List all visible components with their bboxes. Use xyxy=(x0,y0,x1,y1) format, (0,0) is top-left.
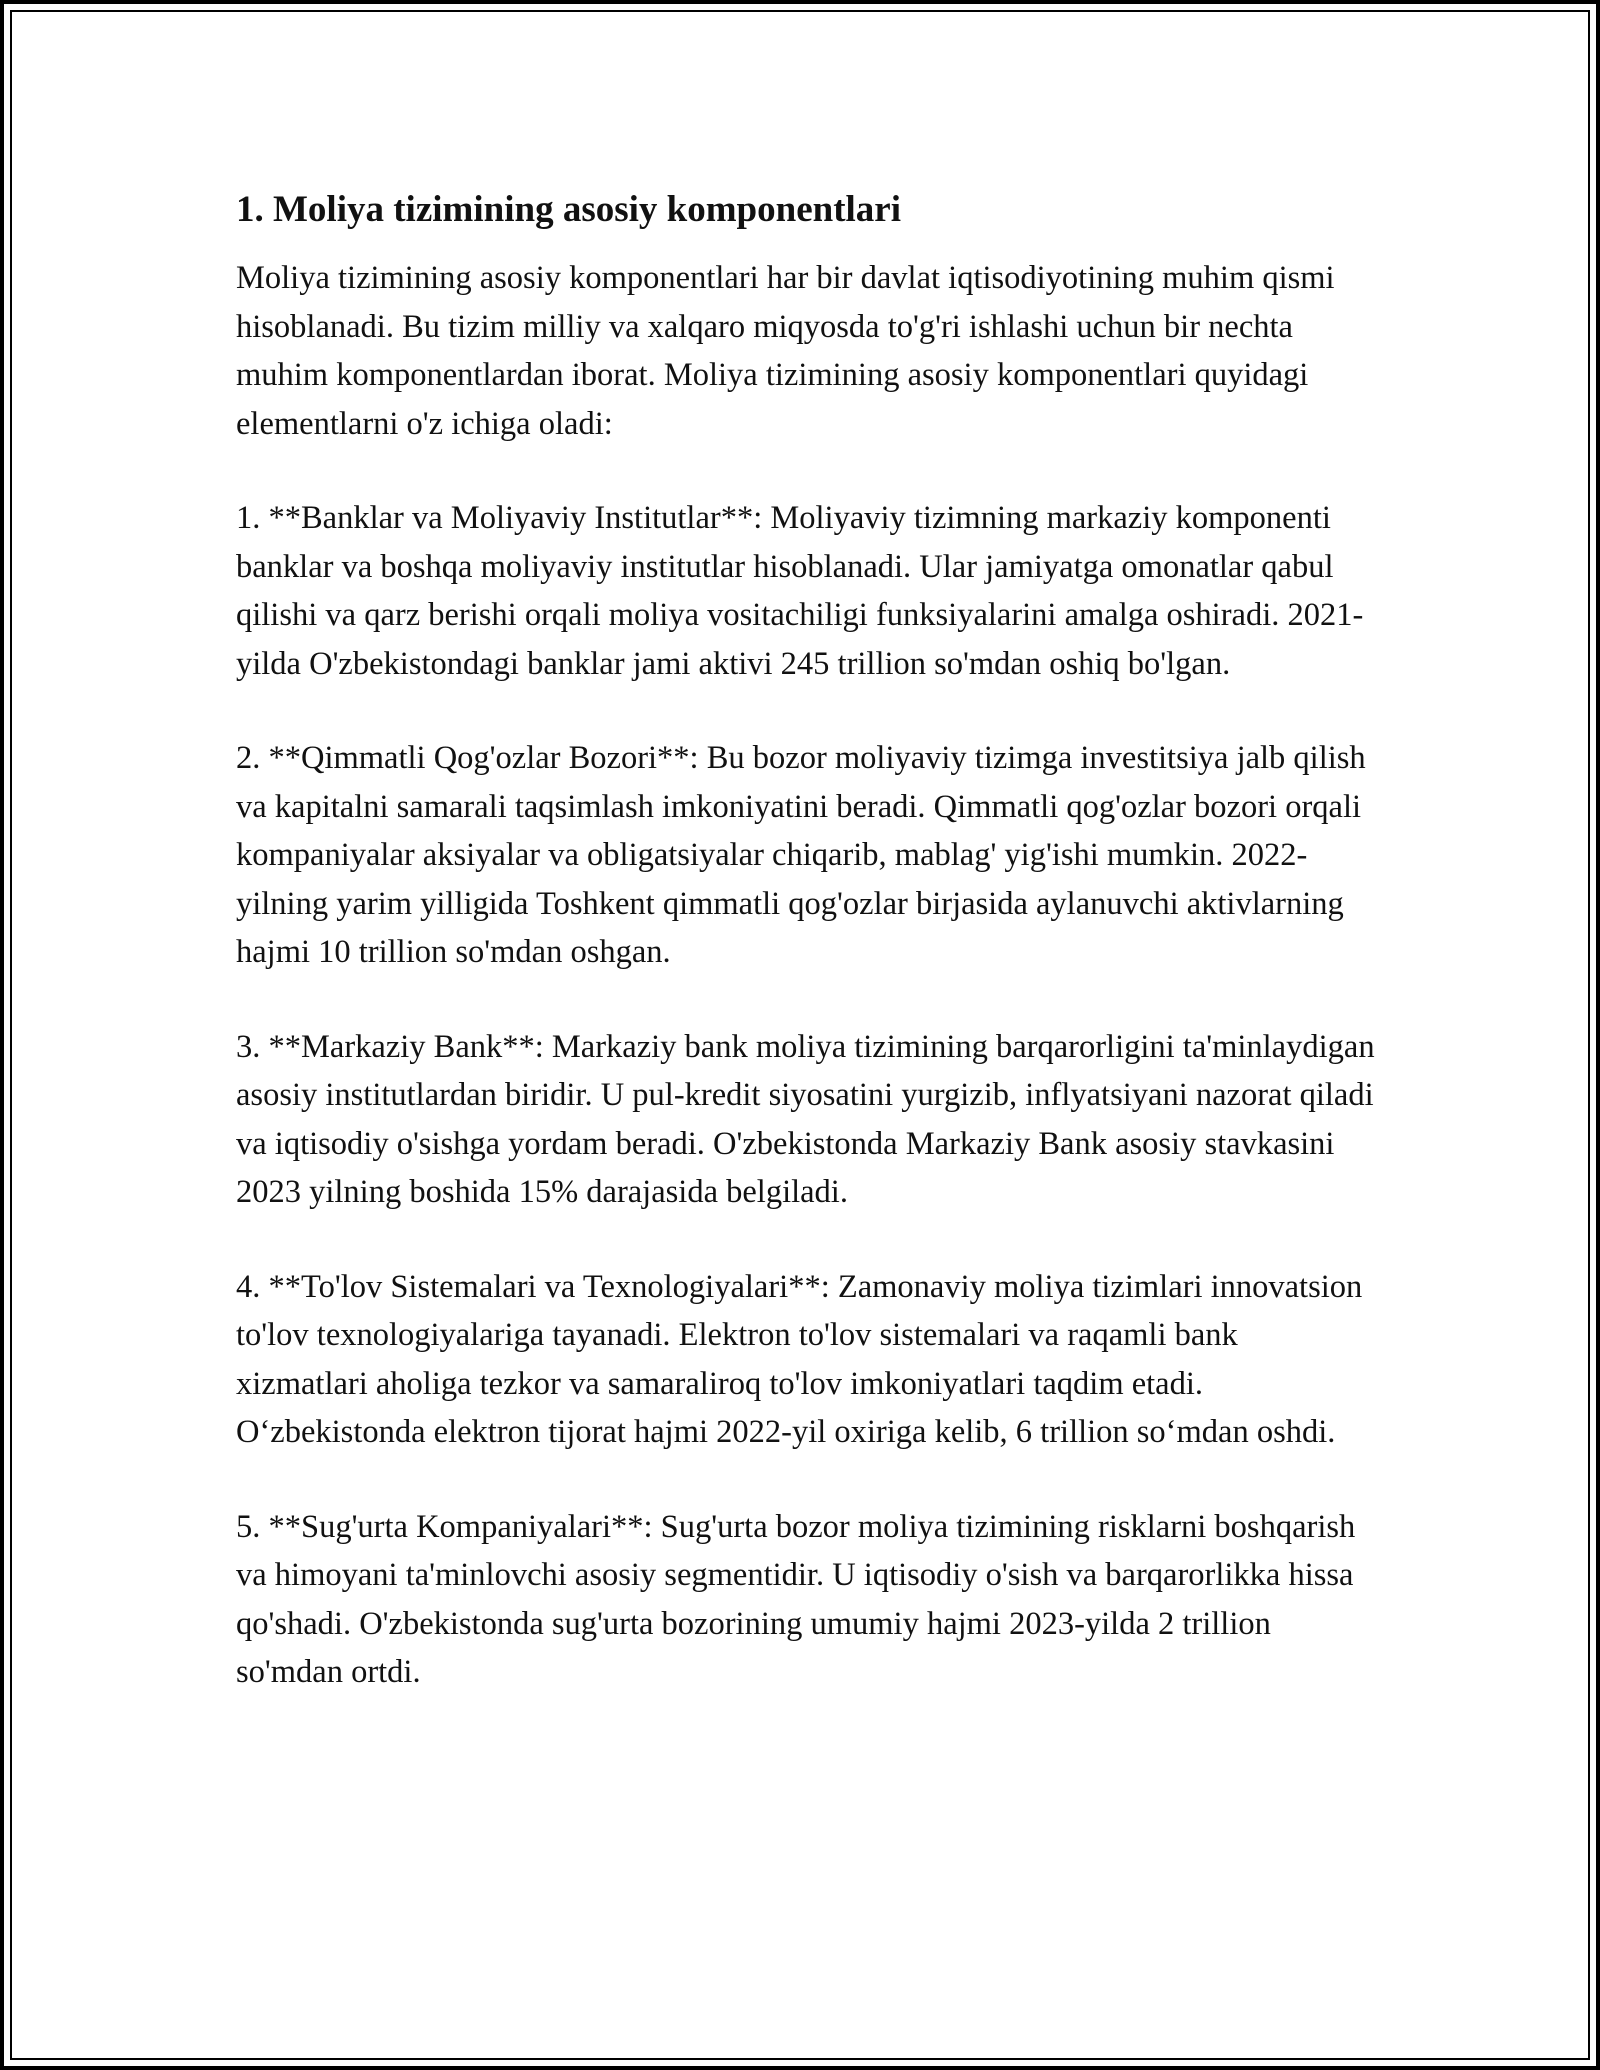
document-body xyxy=(236,188,1376,1743)
list-item-banks: 1. **Banklar va Moliyaviy Institutlar**: Moliyaviy tizimning markaziy komponenti banklar va boshqa moliyaviy institutlar hisoblanadi. Ular jamiyatga omonatlar qabul qilishi va qarz berishi orqali moliya vositachiligi funksiyalarini amalga oshiradi. 2021-yilda O'zbekistondagi banklar jami aktivi 245 trillion so'mdan oshiq bo'lgan. xyxy=(236,500,1364,682)
section-heading: 1. Moliya tizimining asosiy komponentlari xyxy=(236,189,902,230)
list-item-central-bank: 3. **Markaziy Bank**: Markaziy bank moliya tizimining barqarorligini ta'minlaydigan asosiy institutlardan biridir. U pul-kredit siyosatini yurgizib, inflyatsiyani nazorat qiladi va iqtisodiy o'sishga yordam beradi. O'zbekistonda Markaziy Bank asosiy stavkasini 2023 yilning boshida 15% darajasida belgiladi. xyxy=(236,1028,1375,1211)
list-item-securities-market: 2. **Qimmatli Qog'ozlar Bozori**: Bu bozor moliyaviy tizimga investitsiya jalb qilish va kapitalni samarali taqsimlash imkoniyatini beradi. Qimmatli qog'ozlar bozori orqali kompaniyalar aksiyalar va obligatsiyalar chiqarib, mablag' yig'ishi mumkin. 2022-yilning yarim yilligida Toshkent qimmatli qog'ozlar birjasida aylanuvchi aktivlarning hajmi 10 trillion so'mdan oshgan. xyxy=(236,740,1366,971)
list-item-insurance: 5. **Sug'urta Kompaniyalari**: Sug'urta bozor moliya tizimining risklarni boshqarish va himoyani ta'minlovchi asosiy segmentidir. U iqtisodiy o'sish va barqarorlikka hissa qo'shadi. O'zbekistonda sug'urta bozorining umumiy hajmi 2023-yilda 2 trillion so'mdan ortdi. xyxy=(236,1508,1356,1691)
intro-paragraph: Moliya tizimining asosiy komponentlari har bir davlat iqtisodiyotining muhim qismi hisoblanadi. Bu tizim milliy va xalqaro miqyosda to'g'ri ishlashi uchun bir nechta muhim komponentlardan iborat. Moliya tizimining asosiy komponentlari quyidagi elementlarni o'z ichiga oladi: xyxy=(236,260,1335,442)
list-item-payment-systems: 4. **To'lov Sistemalari va Texnologiyalari**: Zamonaviy moliya tizimlari innovatsion to'lov texnologiyalariga tayanadi. Elektron to'lov sistemalari va raqamli bank xizmatlari aholiga tezkor va samaraliroq to'lov imkoniyatlari taqdim etadi. O‘zbekistonda elektron tijorat hajmi 2022-yil oxiriga kelib, 6 trillion so‘mdan oshdi. xyxy=(236,1268,1363,1451)
